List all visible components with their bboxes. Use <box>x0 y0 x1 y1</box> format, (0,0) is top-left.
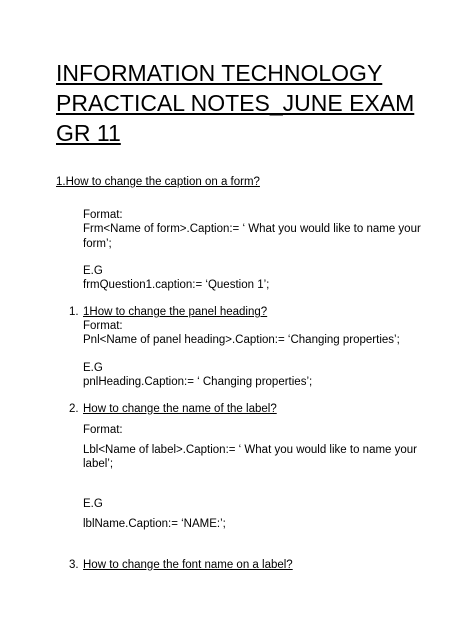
item2-heading: How to change the name of the label? <box>83 403 277 415</box>
item2-eg-line: lblName.Caption:= ‘NAME:’; <box>83 518 226 530</box>
section1-format-line-1: Frm<Name of form>.Caption:= ‘ What you would like to name your <box>83 223 421 235</box>
item1-heading: 1How to change the panel heading? <box>83 306 268 318</box>
item1-number: 1. <box>69 306 79 318</box>
item2-eg-label: E.G <box>83 498 103 510</box>
document-title <box>56 58 436 148</box>
item1-eg-label: E.G <box>83 362 103 374</box>
item2-format-line-2: label’; <box>83 458 114 470</box>
title-line-3: GR 11 <box>56 120 121 146</box>
item2-number: 2. <box>69 403 79 415</box>
section1-heading: 1.How to change the caption on a form? <box>56 176 260 188</box>
item1-format-label: Format: <box>83 320 123 332</box>
item1-format-line: Pnl<Name of panel heading>.Caption:= ‘Changing properties’; <box>83 334 400 346</box>
title-line-2: PRACTICAL NOTES_JUNE EXAM <box>56 90 415 116</box>
section1-format-label: Format: <box>83 209 123 221</box>
title-line-1: INFORMATION TECHNOLOGY <box>56 60 383 86</box>
item3-heading: How to change the font name on a label? <box>83 559 293 571</box>
section1-eg-label: E.G <box>83 265 103 277</box>
section1-eg-line: frmQuestion1.caption:= ‘Question 1’; <box>83 279 270 291</box>
item2-format-line-1: Lbl<Name of label>.Caption:= ‘ What you would like to name your <box>83 444 418 456</box>
item2-format-label: Format: <box>83 424 123 436</box>
item3-number: 3. <box>69 559 79 571</box>
section1-format-line-2: form’; <box>83 238 112 250</box>
item1-eg-line: pnlHeading.Caption:= ‘ Changing properties’; <box>83 376 313 388</box>
